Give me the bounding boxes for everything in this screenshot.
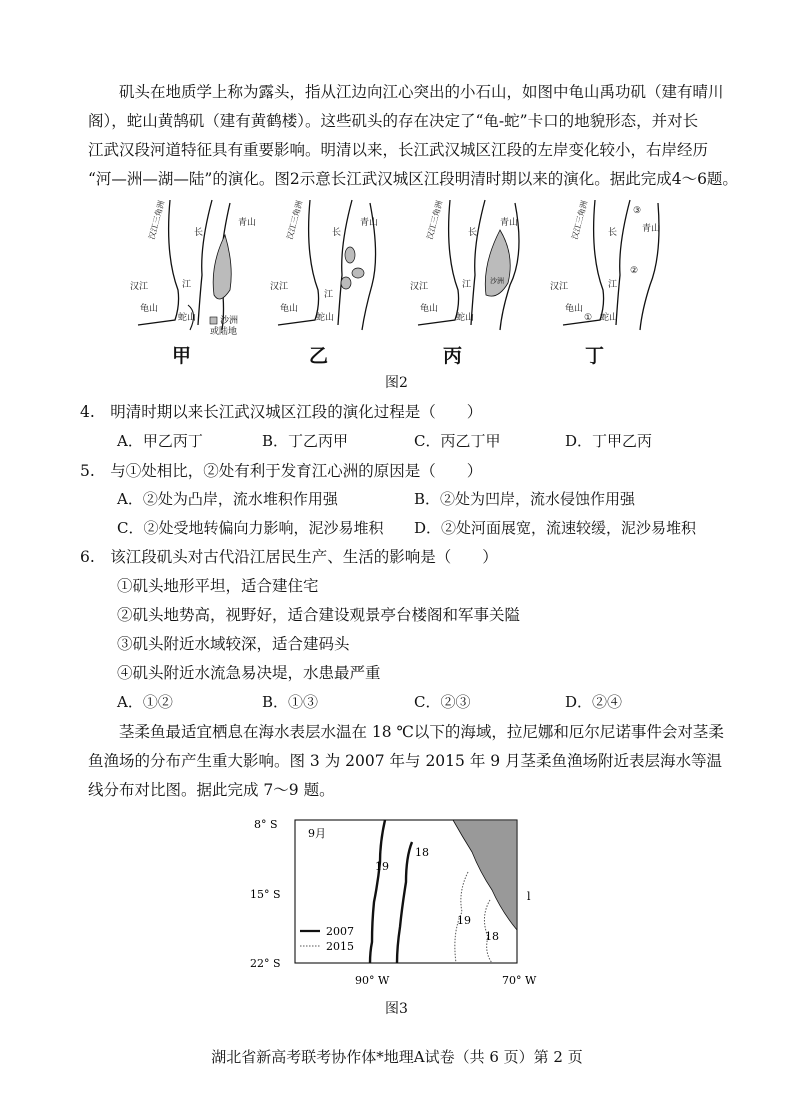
isotherm-19-2015-label: 19 [457,914,471,927]
figure-3-isotherm-map [240,812,560,992]
jia-qingshan-label: 青山 [238,218,257,228]
legend-2015-label: 2015 [326,940,354,953]
q6-statement-4: ④矶头附近水流急易决堤，水患最严重 [117,664,381,682]
q6-option-d: D．②④ [565,693,623,711]
bing-hanjiang-label: 汉江 [410,282,429,292]
edge-mark: l [527,890,531,903]
q6-statement-2: ②矶头地势高，视野好，适合建设观景亭台楼阁和军事关隘 [117,606,521,624]
panel-yi-map [270,199,378,330]
intro1-line4: “河—洲—湖—陆”的演化。图2示意长江武汉城区江段明清时期以来的演化。据此完成4～6题。 [88,170,738,188]
yi-hanjiang-label: 汉江 [270,282,289,292]
lat-8s-label: 8° S [254,818,278,831]
q4-option-c: C．丙乙丁甲 [414,432,501,450]
bing-hanjiang-delta-label: 汉江三角洲 [425,199,445,241]
ding-jiang-label: 江 [608,280,618,290]
isotherm-18-2007-label: 18 [415,846,429,859]
panel-ding-map [550,199,660,330]
jia-hanjiang-delta-label: 汉江三角洲 [147,199,167,241]
yi-sheshan-label: 蛇山 [316,313,335,323]
q5-option-b: B．②处为凹岸，流水侵蚀作用强 [414,490,636,508]
q6-stem: 6. 该江段矶头对古代沿江居民生产、生活的影响是（ ） [80,548,498,566]
jia-sheshan-label: 蛇山 [178,313,197,323]
intro2-line1: 茎柔鱼最适宜栖息在海水表层水温在 18 ℃以下的海域，拉尼娜和厄尔尼诺事件会对茎柔 [119,723,724,741]
jia-legend-label: 沙洲 [220,316,239,326]
intro1-line3: 江武汉段河道特征具有重要影响。明清以来，长江武汉城区江段的左岸变化较小，右岸经历 [88,141,709,159]
intro1-line1: 矶头在地质学上称为露头，指从江边向江心突出的小石山，如图中龟山禹功矶（建有晴川 [119,83,724,101]
bing-jiang-label: 江 [462,280,472,290]
isotherm-18-2015-label: 18 [485,930,499,943]
panel-bing-map [410,199,519,330]
q6-statement-1: ①矶头地形平坦，适合建住宅 [117,577,319,595]
bing-sheshan-label: 蛇山 [456,313,475,323]
panel-yi-caption: 乙 [309,345,329,367]
yi-chang-label: 长 [332,228,342,238]
bing-chang-label: 长 [468,228,478,238]
panel-bing-caption: 丙 [443,345,463,367]
panel-jia-caption: 甲 [172,345,192,367]
yi-hanjiang-delta-label: 汉江三角洲 [285,199,305,241]
bing-shazhou-label: 沙洲 [490,277,504,285]
yi-qingshan-label: 青山 [360,218,379,228]
q4-option-b: B．丁乙丙甲 [262,432,349,450]
q4-option-a: A．甲乙丙丁 [117,432,203,450]
panel-jia-map [130,199,256,337]
q6-option-a: A．①② [117,693,173,711]
ding-sheshan-label: 蛇山 [600,313,619,323]
q5-stem: 5. 与①处相比，②处有利于发育江心洲的原因是（ ） [80,462,483,480]
q5-option-c: C．②处受地转偏向力影响，泥沙易堆积 [117,519,384,537]
yi-jiang-label: 江 [324,290,334,300]
figure-2-caption: 图2 [385,375,408,391]
q6-option-b: B．①③ [262,693,319,711]
q5-option-d: D．②处河面展宽，流速较缓，泥沙易堆积 [414,519,697,537]
figure-2-river-evolution [130,195,690,365]
ding-hanjiang-label: 汉江 [550,282,569,292]
page-footer: 湖北省新高考联考协作体*地理A试卷（共 6 页）第 2 页 [211,1048,583,1066]
q6-option-c: C．②③ [414,693,471,711]
q6-statement-3: ③矶头附近水域较深，适合建码头 [117,635,350,653]
q5-option-a: A．②处为凸岸，流水堆积作用强 [117,490,338,508]
bing-guishan-label: 龟山 [420,304,439,314]
lat-15s-label: 15° S [250,888,281,901]
month-label: 9月 [308,827,326,840]
q4-stem: 4. 明清时期以来长江武汉城区江段的演化过程是（ ） [80,403,483,421]
jia-legend-swatch [210,317,217,324]
ding-guishan-label: 龟山 [565,304,584,314]
lon-90w-label: 90° W [355,974,390,987]
q4-option-d: D．丁甲乙丙 [565,432,653,450]
jia-legend-label2: 或陆地 [210,327,238,337]
jia-chang-label: 长 [194,228,204,238]
lat-22s-label: 22° S [250,957,281,970]
yi-guishan-label: 龟山 [280,304,299,314]
jia-hanjiang-label: 汉江 [130,282,149,292]
ding-marker-3: ③ [633,206,642,216]
panel-ding-caption: 丁 [585,345,605,367]
intro2-line2: 鱼渔场的分布产生重大影响。图 3 为 2007 年与 2015 年 9 月茎柔鱼渔场附近表层海水等温 [88,752,723,770]
jia-jiang-label: 江 [182,280,192,290]
ding-chang-label: 长 [608,228,618,238]
intro2-line3: 线分布对比图。据此完成 7～9 题。 [88,781,335,799]
isotherm-19-2007-label: 19 [375,860,389,873]
intro1-line2: 阁），蛇山黄鹄矶（建有黄鹤楼）。这些矶头的存在决定了“龟-蛇”卡口的地貌形态，并对长 [88,112,699,130]
jia-guishan-label: 龟山 [140,304,159,314]
ding-hanjiang-delta-label: 汉江三角洲 [570,199,590,241]
legend-2007-label: 2007 [326,925,354,938]
ding-qingshan-label: 青山 [642,224,661,234]
ding-marker-1: ① [584,313,593,323]
lon-70w-label: 70° W [502,974,537,987]
ding-marker-2: ② [630,266,639,276]
figure-3-caption: 图3 [385,1001,408,1017]
bing-qingshan-label: 青山 [500,218,519,228]
